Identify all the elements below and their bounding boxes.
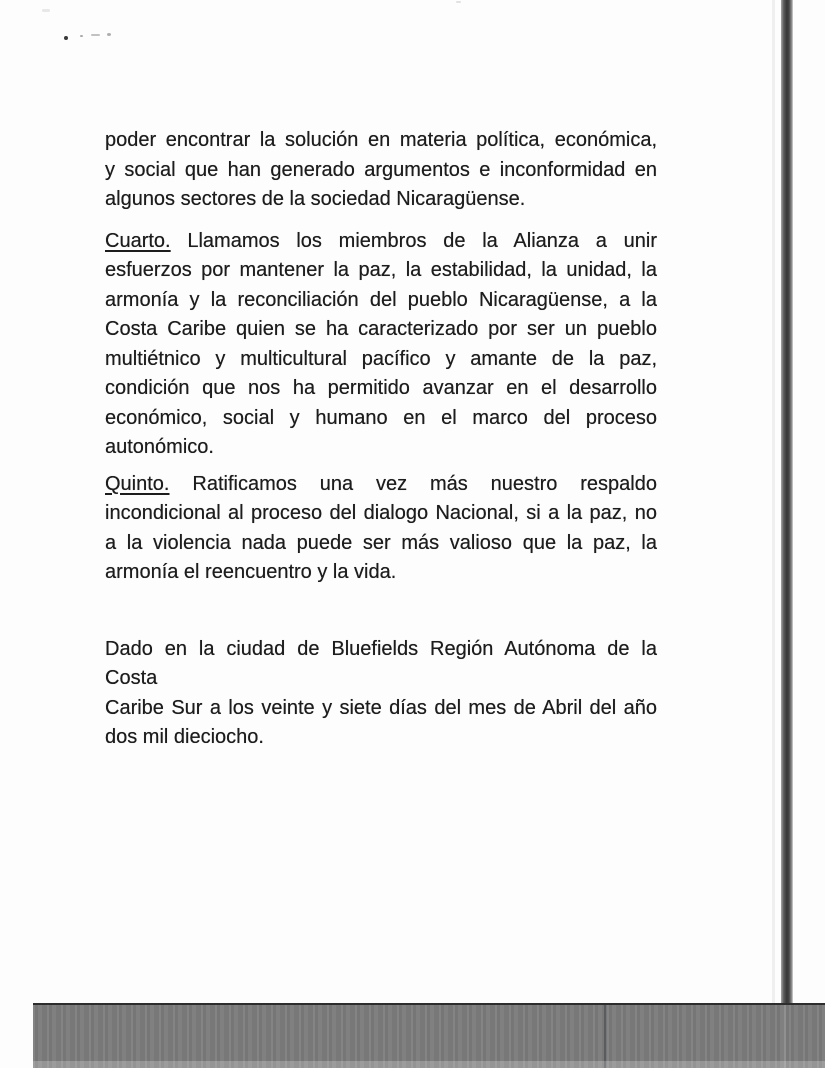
scanner-dark-bar: [33, 1003, 825, 1068]
text-line: Caribe Sur a los veinte y siete días del mes de Abril del año: [105, 696, 657, 719]
paper-edge-highlight: [772, 0, 775, 1003]
text-line: y social que han generado argumentos e inconformidad en: [105, 158, 657, 181]
text-line: condición que nos ha permitido avanzar en el desarrollo: [105, 377, 657, 399]
text-line: armonía el reencuentro y la vida.: [105, 561, 397, 583]
text-line: [105, 470, 657, 500]
text-line: armonía y la reconciliación del pueblo Nicaragüense, a la: [105, 288, 657, 311]
text-run: Ratificamos una vez más nuestro respaldo: [192, 472, 657, 495]
paragraph-intro-continuation: [105, 126, 657, 215]
paragraph-quinto: [105, 470, 657, 588]
text-line: esfuerzos por mantener la paz, la estabilidad, la unidad, la: [105, 259, 657, 281]
text-line: algunos sectores de la sociedad Nicaragüense.: [105, 188, 526, 210]
scanner-bar-light-strip: [33, 1061, 825, 1068]
paragraph-lead-underlined: Cuarto.: [105, 229, 171, 252]
paragraph-cuarto: [105, 227, 657, 463]
scan-speck: [456, 1, 461, 3]
scan-speck: [80, 35, 83, 37]
text-line: [105, 227, 657, 257]
text-line: poder encontrar la solución en materia política, económica,: [105, 129, 657, 151]
text-line: autonómico.: [105, 436, 214, 458]
scan-speck: [64, 36, 68, 40]
document-body: [105, 126, 657, 753]
text-line: a la violencia nada puede ser más valioso que la paz, la: [105, 531, 657, 554]
scan-speck: [107, 33, 111, 36]
text-line: incondicional al proceso del dialogo Nacional, si a la paz, no: [105, 502, 657, 524]
scan-speck: [42, 9, 50, 12]
scanner-bar-seam: [784, 1005, 786, 1068]
text-run: Llamamos los miembros de la Alianza a unir: [187, 229, 657, 252]
text-line: Costa Caribe quien se ha caracterizado por ser un pueblo: [105, 318, 657, 340]
text-line: económico, social y humano en el marco del proceso: [105, 406, 657, 429]
text-line: dos mil dieciocho.: [105, 726, 264, 748]
text-line: Dado en la ciudad de Bluefields Región Autónoma de la Costa: [105, 637, 657, 689]
paragraph-lead-underlined: Quinto.: [105, 472, 170, 495]
scan-speck: [91, 34, 100, 36]
page-edge-shadow-band: [781, 0, 793, 1003]
scanner-bar-seam: [604, 1005, 606, 1068]
text-line: multiétnico y multicultural pacífico y amante de la paz,: [105, 347, 657, 370]
paragraph-closing: [105, 635, 657, 753]
